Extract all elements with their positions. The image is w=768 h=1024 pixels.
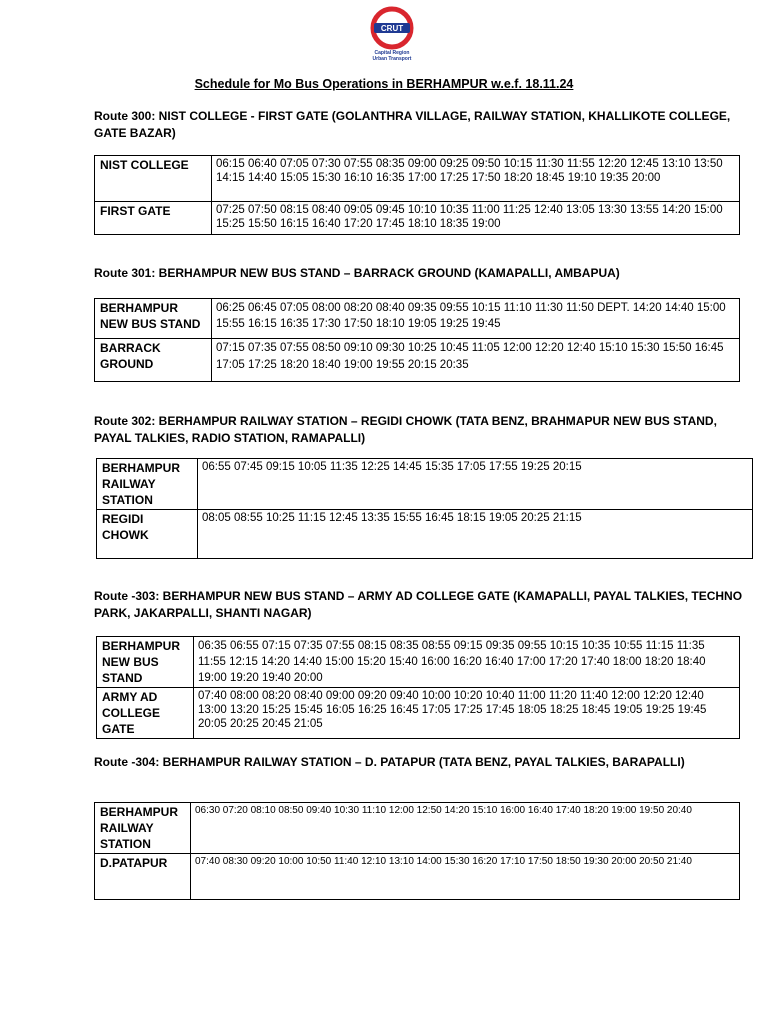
route-303-heading: Route -303: BERHAMPUR NEW BUS STAND – ARMY AD COLLEGE GATE (KAMAPALLI, PAYAL TALKIES, TECHNO PARK, JAKARPALLI, SHANTI NAGAR) (94, 589, 743, 620)
table-row (95, 803, 740, 854)
table-row (95, 202, 740, 235)
logo-acronym: CRUT (380, 24, 404, 33)
table-row (97, 510, 753, 559)
stop-name: BERHAMPUR RAILWAY STATION (97, 459, 198, 510)
table-row (95, 156, 740, 202)
stop-name: REGIDI CHOWK (97, 510, 198, 559)
stop-name: FIRST GATE (95, 202, 212, 235)
stop-name: ARMY AD COLLEGE GATE (97, 688, 194, 739)
stop-times: 06:55 07:45 09:15 10:05 11:35 12:25 14:45 15:35 17:05 17:55 19:25 20:15 (198, 459, 753, 510)
stop-name: D.PATAPUR (95, 854, 191, 900)
stop-times: 07:40 08:00 08:20 08:40 09:00 09:20 09:40 10:00 10:20 10:40 11:00 11:20 11:40 12:00 12:20 12:40 13:00 13:20 15:25 15:45 16:05 16:25 16:45 17:05 17:25 17:45 18:05 18:25 18:45 19:05 19:25 19:45 20:05 20:25 20:45 21:05 (194, 688, 740, 739)
route-301-table (94, 298, 740, 382)
stop-times: 07:25 07:50 08:15 08:40 09:05 09:45 10:10 10:35 11:00 11:25 12:40 13:05 13:30 13:55 14:20 15:00 15:25 15:50 16:15 16:40 17:20 17:45 18:10 18:35 19:00 (212, 202, 740, 235)
stop-name: BERHAMPUR NEW BUS STAND (97, 637, 194, 688)
stop-name: BERHAMPUR RAILWAY STATION (95, 803, 191, 854)
logo-tagline (360, 50, 424, 62)
crut-logo (360, 6, 424, 62)
route-304-table (94, 802, 740, 900)
stop-times: 07:15 07:35 07:55 08:50 09:10 09:30 10:25 10:45 11:05 12:00 12:20 12:40 15:10 15:30 15:50 16:45 17:05 17:25 18:20 18:40 19:00 19:55 20:15 20:35 (212, 339, 740, 382)
stop-times: 08:05 08:55 10:25 11:15 12:45 13:35 15:55 16:45 18:15 19:05 20:25 21:15 (198, 510, 753, 559)
logo-line-1: Capital Region (374, 50, 410, 56)
stop-times: 06:25 06:45 07:05 08:00 08:20 08:40 09:35 09:55 10:15 11:10 11:30 11:50 DEPT. 14:20 14:40 15:00 15:55 16:15 16:35 17:30 17:50 18:10 19:05 19:25 19:45 (212, 299, 740, 339)
table-row (97, 459, 753, 510)
table-row (95, 854, 740, 900)
route-302-table (96, 458, 753, 559)
stop-name: BARRACK GROUND (95, 339, 212, 382)
route-302-heading: Route 302: BERHAMPUR RAILWAY STATION – REGIDI CHOWK (TATA BENZ, BRAHMAPUR NEW BUS STAND, PAYAL TALKIES, RADIO STATION, RAMAPALLI) (94, 414, 717, 445)
route-300-table (94, 155, 740, 235)
table-row (95, 299, 740, 339)
stop-times: 07:40 08:30 09:20 10:00 10:50 11:40 12:10 13:10 14:00 15:30 16:20 17:10 17:50 18:50 19:30 20:00 20:50 21:40 (191, 854, 740, 900)
crut-logo-icon (368, 6, 416, 50)
route-303-table (96, 636, 740, 739)
stop-times: 06:30 07:20 08:10 08:50 09:40 10:30 11:10 12:00 12:50 14:20 15:10 16:00 16:40 17:40 18:20 19:00 19:50 20:40 (191, 803, 740, 854)
table-row (97, 688, 740, 739)
stop-name: NIST COLLEGE (95, 156, 212, 202)
table-row (97, 637, 740, 688)
page-title: Schedule for Mo Bus Operations in BERHAMPUR w.e.f. 18.11.24 (194, 77, 574, 91)
route-304-heading: Route -304: BERHAMPUR RAILWAY STATION – D. PATAPUR (TATA BENZ, PAYAL TALKIES, BARAPALLI) (94, 755, 685, 769)
stop-name: BERHAMPUR NEW BUS STAND (95, 299, 212, 339)
stop-times: 06:15 06:40 07:05 07:30 07:55 08:35 09:00 09:25 09:50 10:15 11:30 11:55 12:20 12:45 13:10 13:50 14:15 14:40 15:05 15:30 16:10 16:35 17:00 17:25 17:50 18:20 18:45 19:10 19:35 20:00 (212, 156, 740, 202)
logo-line-2: Urban Transport (372, 56, 412, 62)
table-row (95, 339, 740, 382)
stop-times: 06:35 06:55 07:15 07:35 07:55 08:15 08:35 08:55 09:15 09:35 09:55 10:15 10:35 10:55 11:15 11:35 11:55 12:15 14:20 14:40 15:00 15:20 15:40 16:00 16:20 16:40 17:00 17:20 17:40 18:00 18:20 18:40 19:00 19:20 19:40 20:00 (194, 637, 740, 688)
route-301-heading: Route 301: BERHAMPUR NEW BUS STAND – BARRACK GROUND (KAMAPALLI, AMBAPUA) (94, 266, 620, 280)
route-300-heading: Route 300: NIST COLLEGE - FIRST GATE (GOLANTHRA VILLAGE, RAILWAY STATION, KHALLIKOTE COLLEGE, GATE BAZAR) (94, 109, 731, 140)
